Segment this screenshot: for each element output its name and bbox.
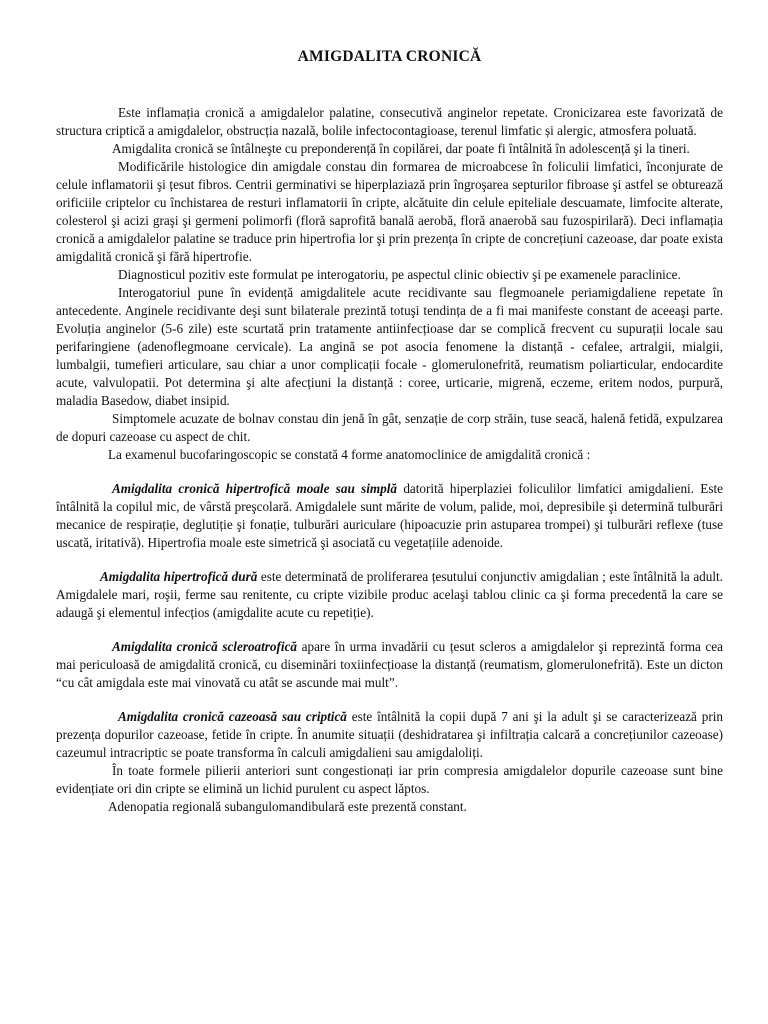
paragraph-histology: Modificările histologice din amigdale constau din formarea de microabcese în foliculii limfatici, înconjurate de celule inflamatorii şi țesut fibros. Centrii germinativi se hiperplaziază prin îngroşarea septurilor fibroase şi astfel se obturează orificiile criptelor cu închistarea de resturi inflamatorii în cripte, alcătuite din celule epiteliale descuamate, limfocite alterate, colesterol şi acizi graşi şi germeni polimorfi (floră saprofită banală aerobă, floră anaerobă sau fuzospirilară). Deci inflamația cronică a amigdalelor palatine se traduce prin hipertrofia lor şi prin prezența în cripte de concrețiuni cazeoase, dar poate exista amigdalită cronică şi fără hipertrofie. [56,159,723,264]
paragraph-interrogation: Interogatoriul pune în evidență amigdalitele acute recidivante sau flegmoanele periamigdaliene repetate în antecedente. Anginele recidivante deşi sunt bilaterale prezintă totuşi tendința de a fi mai manifeste constant de aceeaşi parte. Evoluția anginelor (5-6 zile) este scurtată prin tratamente antiinfecțioase dar se complică frecvent cu supurații locale sau perifaringiene (adenoflegmoane cervicale). La angină se pot asocia fenomene la distanță - cefalee, artralgii, mialgii, lumbalgii, tumefieri articulare, sau chiar a unor complicații focale - glomerulonefrită, reumatism poliarticular, endocardite acute, valvulopatii. Pot determina şi alte afecțiuni la distanță : coree, urticarie, migrenă, eczeme, eritem nodos, purpură, maladia Basedow, diabet insipid. [56,285,723,408]
document-title: AMIGDALITA CRONICĂ [297,48,482,65]
form-name-soft: Amigdalita cronică hipertrofică moale sau simplă [112,481,398,496]
paragraph-examination: La examenul bucofaringoscopic se constată 4 forme anatomoclinice de amigdalită cronică : [108,447,591,462]
paragraph-definition: Este inflamația cronică a amigdalelor palatine, consecutivă anginelor repetate. Cronicizarea este favorizată de structura criptică a amigdalelor, obstrucția nazală, bolile infectocontagioase, terenul limfatic și alergic, atmosfera poluată. [56,105,723,138]
document-body [56,104,723,816]
form-text-sclero: apare în urma invadării cu țesut scleros a amigdalelor şi reprezintă forma cea mai periculoasă de amigdalită cronică, cu diseminări toxiinfecțioase la distanță (reumatism, glomerulonefrită). Este un dicton “cu cât amigdala este mai vinovată cu atât se ascunde mai mult”. [56,639,723,690]
paragraph-diagnosis: Diagnosticul pozitiv este formulat pe interogatoriu, pe aspectul clinic obiectiv şi pe examenele paraclinice. [118,267,681,282]
paragraph-form-sclero [56,638,723,692]
paragraph-prevalence: Amigdalita cronică se întâlneşte cu preponderență în copilărei, dar poate fi întâlnită în adolescență şi la tineri. [112,141,690,156]
form-text-soft: datorită hiperplaziei foliculilor limfatici amigdalieni. Este întâlnită la copilul mic, de vârstă preşcolară. Amigdalele sunt mărite de volum, palide, moi, depresibile şi determină tulburări mecanice de respirație, deglutiție şi fonație, tulburări auriculare (hipoacuzie prin astuparea trompei) şi tulburări reflexe (tuse uscată, iritativă). Hipertrofia moale este simetrică şi asociată cu vegetațiile adenoide. [56,481,724,550]
form-text-hard: este determinată de proliferarea țesutului conjunctiv amigdalian ; este întâlnită la adult. Amigdalele mari, roşii, ferme sau renitente, cu cripte vizibile produc acelaşi tablou clinic ca şi forma precedentă la care se adaugă şi elementul infecțios (amigdalite acute cu repetiție). [56,569,723,620]
form-text-caseous: este întâlnită la copii după 7 ani şi la adult şi se caracterizează prin prezența dopurilor cazeoase, fetide în cripte. În anumite situații (deshidratarea şi infiltrația calcară a concrețiunilor cazeoase) cazeumul intracriptic se poate transforma în calculi amigdalieni sau amigdaloliți. [56,709,723,760]
paragraph-symptoms: Simptomele acuzate de bolnav constau din jenă în gât, senzație de corp străin, tuse seacă, halenă fetidă, expulzarea de dopuri cazeoase cu aspect de chit. [56,411,723,444]
form-name-caseous: Amigdalita cronică cazeoasă sau criptică [118,709,347,724]
paragraph-form-caseous [56,708,723,762]
paragraph-form-hard [56,568,723,622]
form-name-hard: Amigdalita hipertrofică dură [100,569,258,584]
form-name-sclero: Amigdalita cronică scleroatrofică [112,639,298,654]
paragraph-form-soft [56,480,723,552]
paragraph-adenopathy: Adenopatia regională subangulomandibulară este prezentă constant. [108,799,467,814]
paragraph-pillars: În toate formele pilierii anteriori sunt congestionați iar prin compresia amigdalelor dopurile cazeoase sunt bine evidențiate ori din cripte se elimină un lichid purulent cu aspect lăptos. [56,763,723,796]
